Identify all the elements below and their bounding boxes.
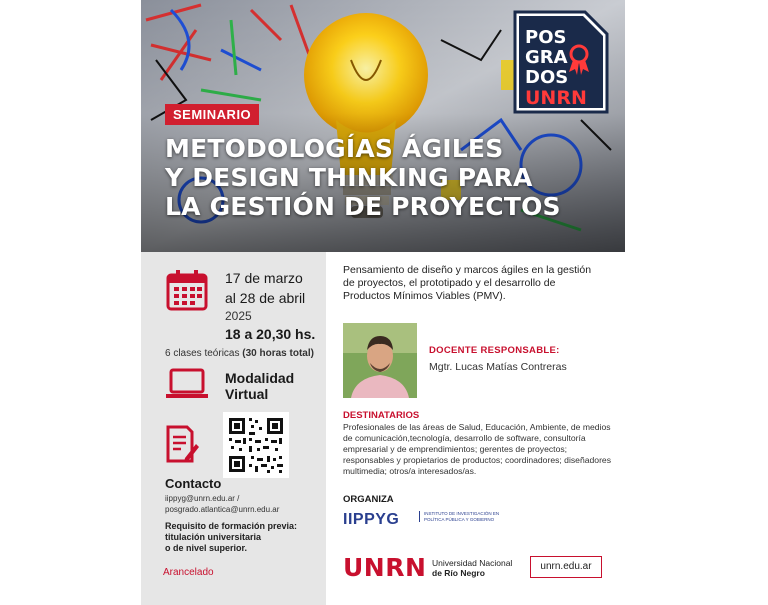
modality bbox=[225, 370, 294, 402]
requirement-line3: o de nivel superior. bbox=[165, 543, 248, 553]
teacher-photo bbox=[343, 323, 417, 398]
modality-line2: Virtual bbox=[225, 386, 269, 402]
website-link[interactable]: unrn.edu.ar bbox=[530, 556, 602, 578]
end-date: al 28 de abril bbox=[225, 290, 306, 306]
contact-email-2[interactable]: posgrado.atlantica@unrn.edu.ar bbox=[165, 505, 280, 514]
contact-title: Contacto bbox=[165, 476, 222, 491]
university-line1: Universidad Nacional bbox=[432, 558, 513, 568]
classes-info bbox=[165, 348, 314, 359]
poster bbox=[141, 0, 625, 605]
course-description: Pensamiento de diseño y marcos ágiles en la gestión de proyectos, el prototipado y el desarrollo de Productos Mínimos Viables (PMV). bbox=[343, 264, 592, 302]
start-date: 17 de marzo bbox=[225, 270, 303, 286]
badge-line4: UNRN bbox=[525, 87, 587, 109]
requirement-line1: Requisito de formación previa: bbox=[165, 521, 298, 531]
title-line-2: Y DESIGN THINKING PARA bbox=[165, 163, 533, 192]
fee-label: Arancelado bbox=[163, 567, 214, 578]
badge-line1: POS bbox=[525, 27, 567, 48]
iippyg-logo: IIPPYG bbox=[343, 511, 400, 528]
title-line-3: LA GESTIÓN DE PROYECTOS bbox=[165, 192, 561, 221]
schedule-hours: 18 a 20,30 hs. bbox=[225, 326, 316, 342]
iippyg-logo-subtitle: INSTITUTO DE INVESTIGACIÓN EN POLÍTICA PÚBLICA Y GOBIERNO bbox=[419, 511, 504, 522]
university-name bbox=[432, 558, 512, 578]
badge-line2: GRA bbox=[525, 47, 568, 68]
organizer-heading: ORGANIZA bbox=[343, 494, 394, 505]
audience-text: Profesionales de las áreas de Salud, Educación, Ambiente, de medios de comunicación,tecnología, desarrollo de software, consultoría empresarial y de emprendimientos; gerentes de proyectos; responsables y propietarios de productos; coordinadores; diseñadores multimedia; otros/a interesados/as. bbox=[343, 422, 612, 476]
seminar-tag: SEMINARIO bbox=[165, 104, 259, 125]
unrn-logo: UNRN bbox=[343, 553, 427, 582]
badge-line3: DOS bbox=[525, 67, 569, 88]
audience-heading: DESTINATARIOS bbox=[343, 410, 420, 421]
form-pen-icon bbox=[165, 424, 199, 464]
calendar-icon bbox=[165, 268, 209, 312]
page-title bbox=[165, 134, 561, 221]
university-line2: de Río Negro bbox=[432, 568, 485, 578]
classes-text: 6 clases teóricas bbox=[165, 348, 240, 359]
posgrados-unrn-badge bbox=[511, 8, 611, 116]
modality-line1: Modalidad bbox=[225, 370, 295, 386]
title-line-1: METODOLOGÍAS ÁGILES bbox=[165, 134, 504, 163]
requirement-line2: titulación universitaria bbox=[165, 532, 262, 542]
classes-total: (30 horas total) bbox=[242, 348, 314, 359]
teacher-heading: DOCENTE RESPONSABLE: bbox=[429, 345, 560, 356]
teacher-name: Mgtr. Lucas Matías Contreras bbox=[429, 361, 567, 373]
contact-emails bbox=[165, 493, 279, 515]
hero-banner bbox=[141, 0, 625, 252]
contact-email-1[interactable]: iippyg@unrn.edu.ar / bbox=[165, 494, 240, 503]
year: 2025 bbox=[225, 309, 252, 323]
qr-code[interactable] bbox=[223, 412, 289, 478]
laptop-icon bbox=[165, 368, 209, 400]
requirement bbox=[165, 521, 297, 554]
